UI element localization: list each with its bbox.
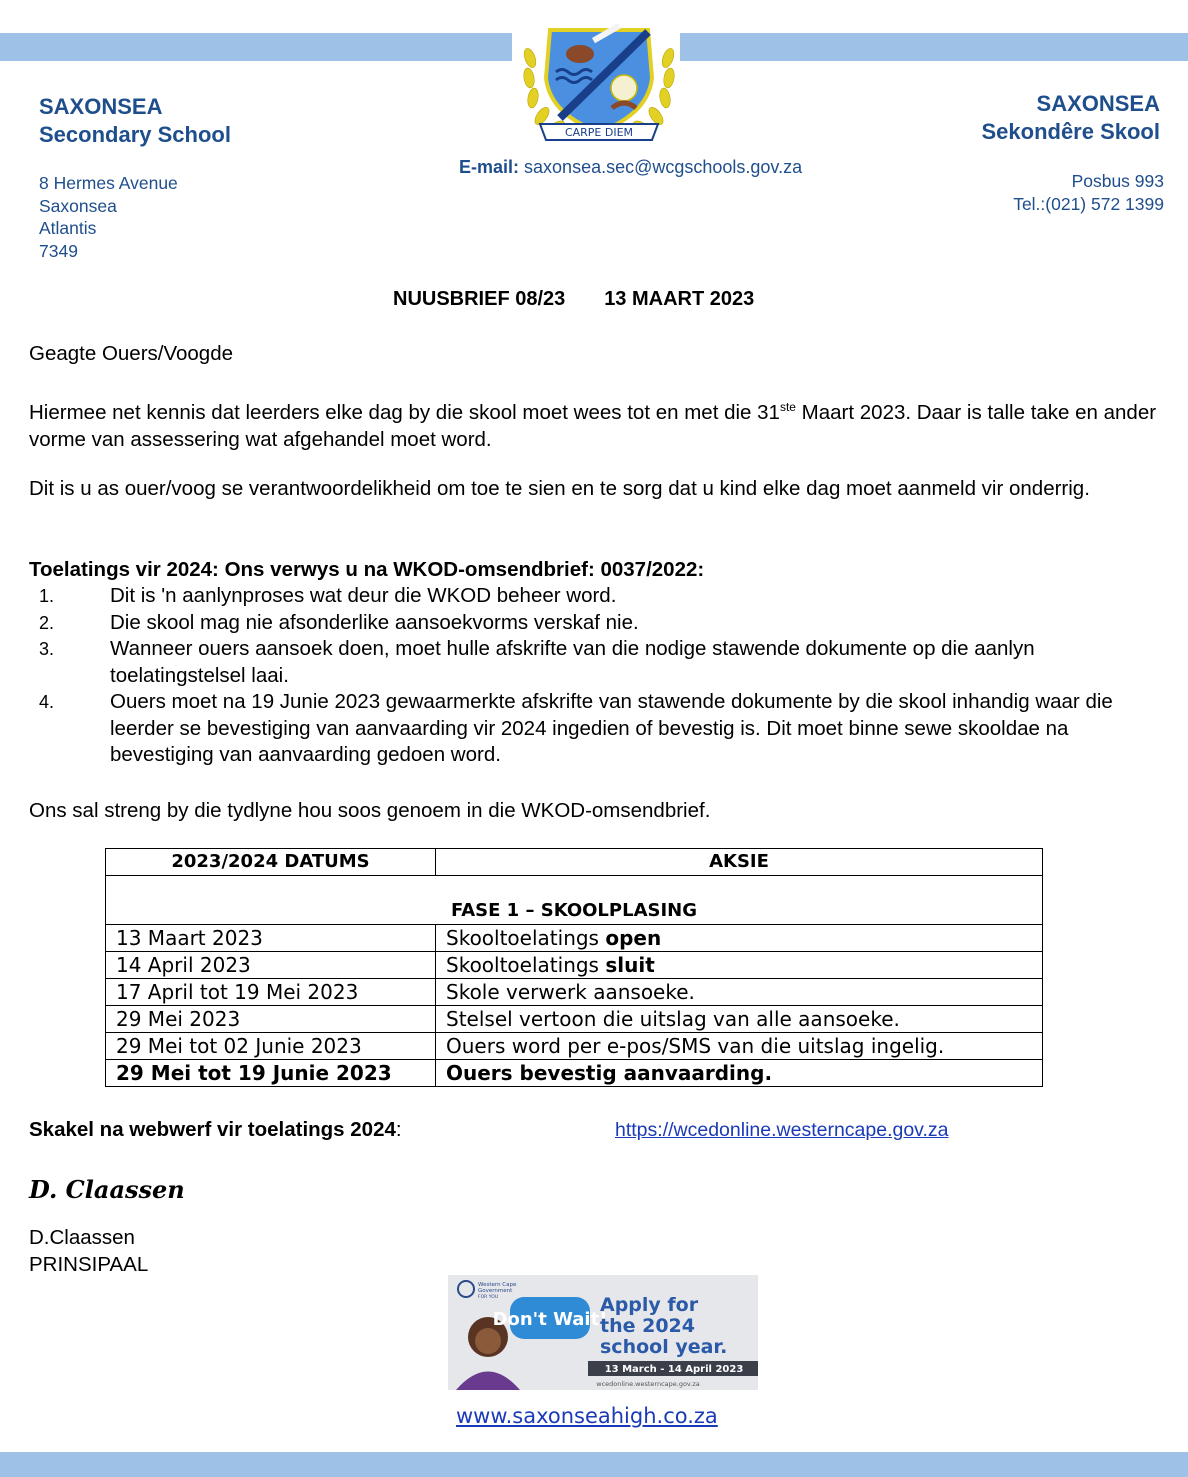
action-plain: Skole verwerk aansoeke. (446, 980, 695, 1004)
row-date: 29 Mei 2023 (106, 1006, 436, 1033)
row-date: 14 April 2023 (106, 952, 436, 979)
banner-dates: 13 March - 14 April 2023 (604, 1364, 744, 1375)
row-date: 17 April tot 19 Mei 2023 (106, 979, 436, 1006)
paragraph-attendance (29, 394, 1169, 453)
newsletter-date: 13 MAART 2023 (604, 288, 755, 310)
list-text: Die skool mag nie afsonderlike aansoekvorms verskaf nie. (110, 610, 639, 634)
list-text: Ouers moet na 19 Junie 2023 gewaarmerkte afskrifte van stawende dokumente by die skool inhandig waar die leerder se bevestiging van aanvaarding vir 2024 ingedien of bevestig is. Dit moet binne sewe skooldae na bevestiging van aanvaarding gedoen word. (110, 690, 1113, 766)
action-bold: sluit (605, 953, 655, 977)
row-action (436, 1006, 1043, 1033)
para1-sup: ste (779, 400, 796, 414)
admissions-list (29, 583, 1169, 769)
newsletter-number: NUUSBRIEF 08/23 (393, 288, 566, 310)
list-text: Dit is 'n aanlynproses wat deur die WKOD beheer word. (110, 584, 617, 607)
action-plain: Skooltoelatings (446, 953, 606, 977)
row-action (436, 1033, 1043, 1060)
link-label-text: Skakel na webwerf vir toelatings 2024 (29, 1118, 396, 1141)
admissions-website-link[interactable]: https://wcedonline.westerncape.gov.za (615, 1119, 949, 1141)
list-item (29, 636, 1169, 689)
street-address (39, 172, 178, 262)
list-text: Wanneer ouers aansoek doen, moet hulle afskrifte van die nodige stawende dokumente op die aanlyn toelatingstelsel laai. (110, 637, 1035, 687)
table-row (106, 979, 1043, 1006)
school-website-link[interactable]: www.saxonseahigh.co.za (456, 1404, 718, 1428)
badge-text: Don't Wait! (492, 1309, 608, 1330)
row-action (436, 925, 1043, 952)
table-row (106, 1060, 1043, 1087)
row-action (436, 952, 1043, 979)
table-row (106, 1033, 1043, 1060)
gov-line1: Western Cape (478, 1282, 517, 1288)
phase-row (106, 876, 1043, 925)
header-bar-left (0, 33, 512, 61)
principal-signature (27, 1168, 227, 1208)
email-address[interactable]: saxonsea.sec@wcgschools.gov.za (524, 157, 803, 177)
list-number: 3. (39, 639, 55, 659)
action-bold: Ouers bevestig aanvaarding. (446, 1061, 773, 1085)
table-row (106, 925, 1043, 952)
para1-before: Hiermee net kennis dat leerders elke dag by die skool moet wees tot en met die 31 (29, 400, 780, 424)
row-date: 29 Mei tot 19 Junie 2023 (106, 1060, 436, 1087)
principal-title: PRINSIPAAL (29, 1253, 149, 1276)
list-number: 2. (39, 612, 55, 633)
list-item (29, 610, 1169, 637)
col-header-action: AKSIE (436, 849, 1043, 876)
list-number: 1. (39, 586, 55, 606)
header-bar-right (680, 33, 1188, 61)
banner-url: wcedonline.westerncape.gov.za (596, 1380, 700, 1388)
principal-name: D.Claassen (29, 1226, 135, 1249)
para1-after: Maart 2023. Daar is talle take en ander vorme van assessering wat afgehandel moet word. (29, 400, 1157, 451)
admissions-schedule-table (105, 848, 1043, 1087)
action-bold: open (605, 926, 662, 950)
admissions-heading: Toelatings vir 2024: Ons verwys u na WKOD-omsendbrief: 0037/2022: (29, 558, 705, 581)
school-name-af-line2: Sekondêre Skool (981, 119, 1160, 144)
closing-paragraph: Ons sal streng by die tydlyne hou soos genoem in die WKOD-omsendbrief. (29, 799, 711, 822)
table-row (106, 1006, 1043, 1033)
school-name-afrikaans (981, 90, 1160, 146)
table-row (106, 952, 1043, 979)
action-plain: Skooltoelatings (446, 926, 606, 950)
gov-line2: Government (478, 1288, 513, 1294)
address-line: 8 Hermes Avenue (39, 173, 178, 193)
banner-headline-1: Apply for (600, 1294, 699, 1316)
paragraph-responsibility: Dit is u as ouer/voog se verantwoordelikheid om toe te sien en te sorg dat u kind elke dag moet aanmeld vir onderrig. (29, 477, 1090, 500)
col-header-dates: 2023/2024 DATUMS (106, 849, 436, 876)
banner-headline-3: school year. (600, 1336, 728, 1358)
po-box: Posbus 993 (1071, 171, 1164, 191)
signoff-block (29, 1224, 148, 1278)
footer-bar (0, 1452, 1188, 1477)
school-name-english (39, 93, 231, 149)
school-email (459, 157, 802, 178)
address-line: Atlantis (39, 218, 97, 238)
action-plain: Ouers word per e-pos/SMS van die uitslag ingelig. (446, 1034, 945, 1058)
school-crest-logo (520, 18, 678, 150)
row-action (436, 979, 1043, 1006)
list-item (29, 583, 1169, 610)
address-line: Saxonsea (39, 195, 117, 216)
list-item (29, 689, 1169, 769)
newsletter-title (393, 288, 754, 311)
email-label: E-mail: (459, 157, 520, 177)
crest-motto: CARPE DIEM (564, 126, 634, 139)
row-action (436, 1060, 1043, 1087)
table-header-row (106, 849, 1043, 876)
list-number: 4. (39, 692, 55, 712)
apply-banner[interactable] (448, 1275, 758, 1390)
signature-text: D. Claassen (29, 1175, 185, 1204)
address-line: 7349 (39, 240, 78, 261)
row-date: 29 Mei tot 02 Junie 2023 (106, 1033, 436, 1060)
banner-headline-2: the 2024 (600, 1315, 695, 1337)
school-name-en-line2: Secondary School (39, 122, 231, 147)
phase-label: FASE 1 – SKOOLPLASING (106, 876, 1043, 925)
gov-line3: FOR YOU (478, 1295, 499, 1300)
link-label-colon: : (395, 1118, 402, 1141)
greeting: Geagte Ouers/Voogde (29, 342, 234, 365)
school-name-af-line1: SAXONSEA (1036, 91, 1160, 116)
row-date: 13 Maart 2023 (106, 925, 436, 952)
banner-graphic (448, 1275, 758, 1390)
admissions-link-label (29, 1118, 402, 1142)
postal-contact (1013, 170, 1164, 215)
school-name-en-line1: SAXONSEA (39, 94, 163, 119)
telephone: Tel.:(021) 572 1399 (1013, 193, 1164, 214)
action-plain: Stelsel vertoon die uitslag van alle aansoeke. (446, 1007, 900, 1031)
